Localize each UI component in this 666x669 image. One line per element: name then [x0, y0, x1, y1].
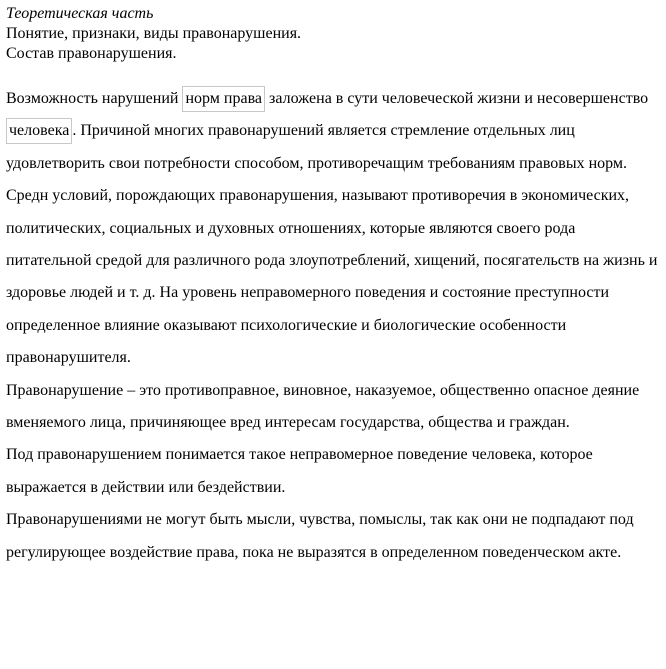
highlighted-term-norms: норм права — [182, 86, 265, 112]
section-title: Теоретическая часть — [6, 5, 154, 22]
document-body — [6, 83, 660, 569]
paragraph-1-text-b: заложена в сути человеческой жизни и несовершенство — [265, 90, 649, 107]
paragraph-1-text-a: Возможность нарушений — [6, 90, 183, 107]
document-page — [6, 4, 660, 569]
topic-line-2: Состав правонарушения. — [6, 45, 177, 62]
paragraph-3: Под правонарушением понимается такое неправомерное поведение человека, которое выражается в действии или бездействии. — [6, 446, 593, 496]
document-header — [6, 4, 660, 64]
topic-line-1: Понятие, признаки, виды правонарушения. — [6, 25, 302, 42]
paragraph-4: Правонарушениями не могут быть мысли, чувства, помыслы, так как они не подпадают под регулирующее воздействие права, пока не выразятся в определенном поведенческом акте. — [6, 511, 634, 561]
highlighted-term-person: человека — [6, 118, 72, 144]
paragraph-1 — [6, 83, 660, 375]
paragraph-1-text-c: . Причиной многих правонарушений является стремление отдельных лиц удовлетворить свои потребности способом, противоречащим требованиям правовых норм. Средн условий, порождающих правонарушения, называют противоречия в экономических, политических, социальных и духовных отношениях, которые являются своего рода питательной средой для различного рода злоупотреблений, хищений, посягательств на жизнь и здоровье людей и т. д. На уровень неправомерного поведения и состояние преступности определенное влияние оказывают психологические и биологические особенности правонарушителя. — [6, 122, 658, 367]
paragraph-2: Правонарушение – это противоправное, виновное, наказуемое, общественно опасное деяние вменяемого лица, причиняющее вред интересам государства, общества и граждан. — [6, 381, 640, 432]
